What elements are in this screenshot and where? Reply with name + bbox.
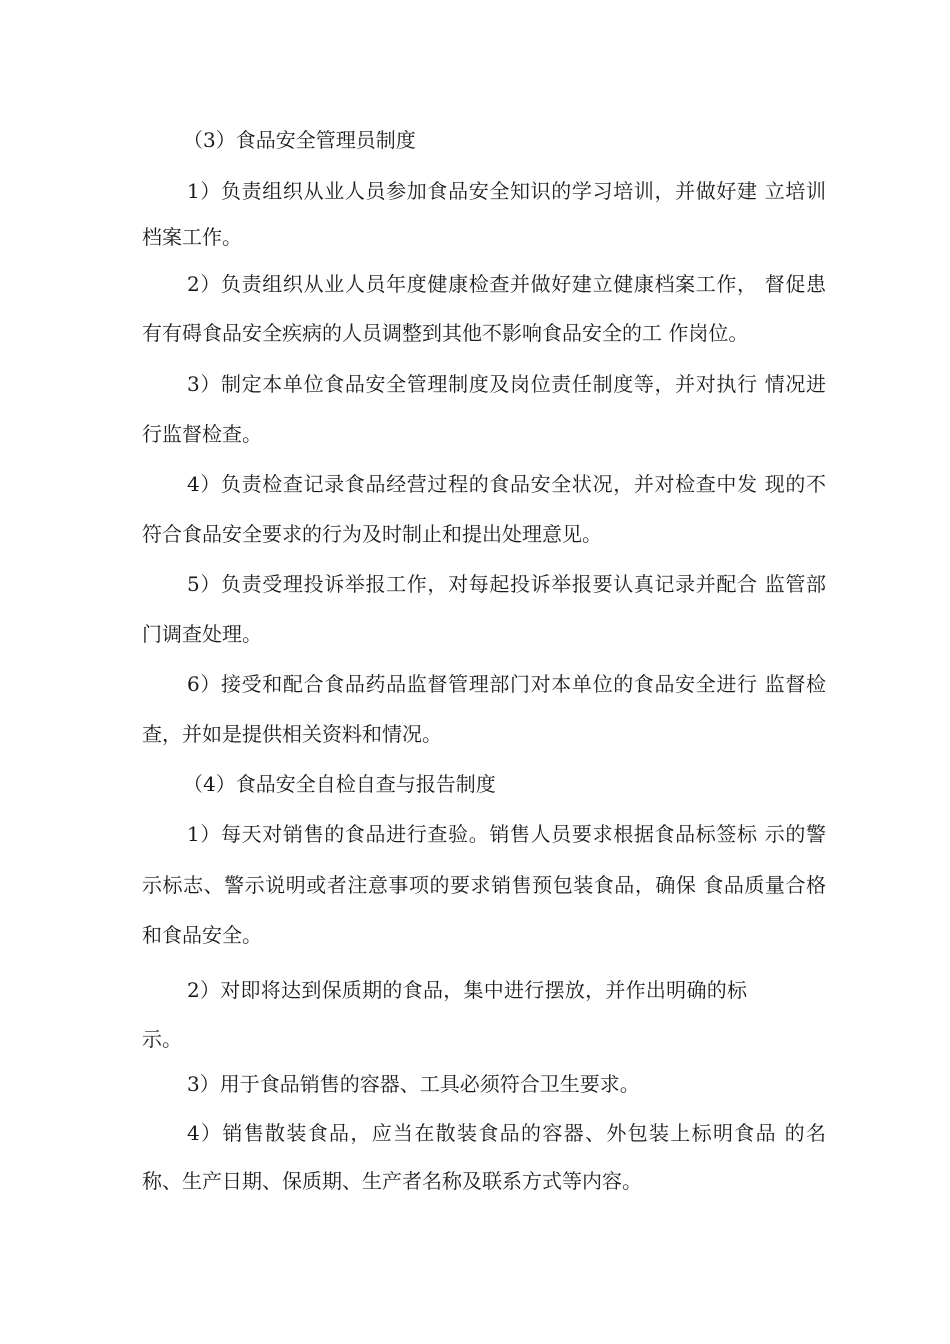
item-6-line-2: 查，并如是提供相关资料和情况。: [142, 722, 442, 746]
item-2-line-2: 有有碍食品安全疾病的人员调整到其他不影响食品安全的工 作岗位。: [142, 321, 749, 345]
item-1-line-2: 档案工作。: [142, 225, 242, 249]
s4-item-2-line-2: 示。: [142, 1027, 182, 1051]
s4-item-4-line-2: 称、生产日期、保质期、生产者名称及联系方式等内容。: [142, 1169, 642, 1193]
s4-item-1-line-2: 示标志、警示说明或者注意事项的要求销售预包装食品，确保 食品质量合格: [142, 873, 826, 897]
s4-item-4-line-1: 4）销售散装食品，应当在散装食品的容器、外包装上标明食品 的名: [187, 1121, 826, 1145]
item-6-line-1: 6）接受和配合食品药品监督管理部门对本单位的食品安全进行 监督检: [187, 672, 826, 696]
item-5-line-1: 5）负责受理投诉举报工作，对每起投诉举报要认真记录并配合 监管部: [187, 572, 826, 596]
section-3-heading: （3）食品安全管理员制度: [183, 128, 416, 152]
item-4-line-1: 4）负责检查记录食品经营过程的食品安全状况，并对检查中发 现的不: [187, 472, 826, 496]
s4-item-1-line-3: 和食品安全。: [142, 923, 262, 947]
s4-item-1-line-1: 1）每天对销售的食品进行查验。销售人员要求根据食品标签标 示的警: [187, 822, 826, 846]
section-4-heading: （4）食品安全自检自查与报告制度: [183, 772, 496, 796]
item-1-line-1: 1）负责组织从业人员参加食品安全知识的学习培训，并做好建 立培训: [187, 179, 826, 203]
s4-item-3-line-1: 3）用于食品销售的容器、工具必须符合卫生要求。: [187, 1072, 640, 1096]
item-5-line-2: 门调查处理。: [142, 622, 262, 646]
item-3-line-2: 行监督检查。: [142, 422, 262, 446]
item-2-line-1: 2）负责组织从业人员年度健康检查并做好建立健康档案工作， 督促患: [187, 272, 826, 296]
s4-item-2-line-1: 2）对即将达到保质期的食品，集中进行摆放，并作出明确的标: [187, 978, 747, 1002]
item-4-line-2: 符合食品安全要求的行为及时制止和提出处理意见。: [142, 522, 602, 546]
item-3-line-1: 3）制定本单位食品安全管理制度及岗位责任制度等，并对执行 情况进: [187, 372, 826, 396]
